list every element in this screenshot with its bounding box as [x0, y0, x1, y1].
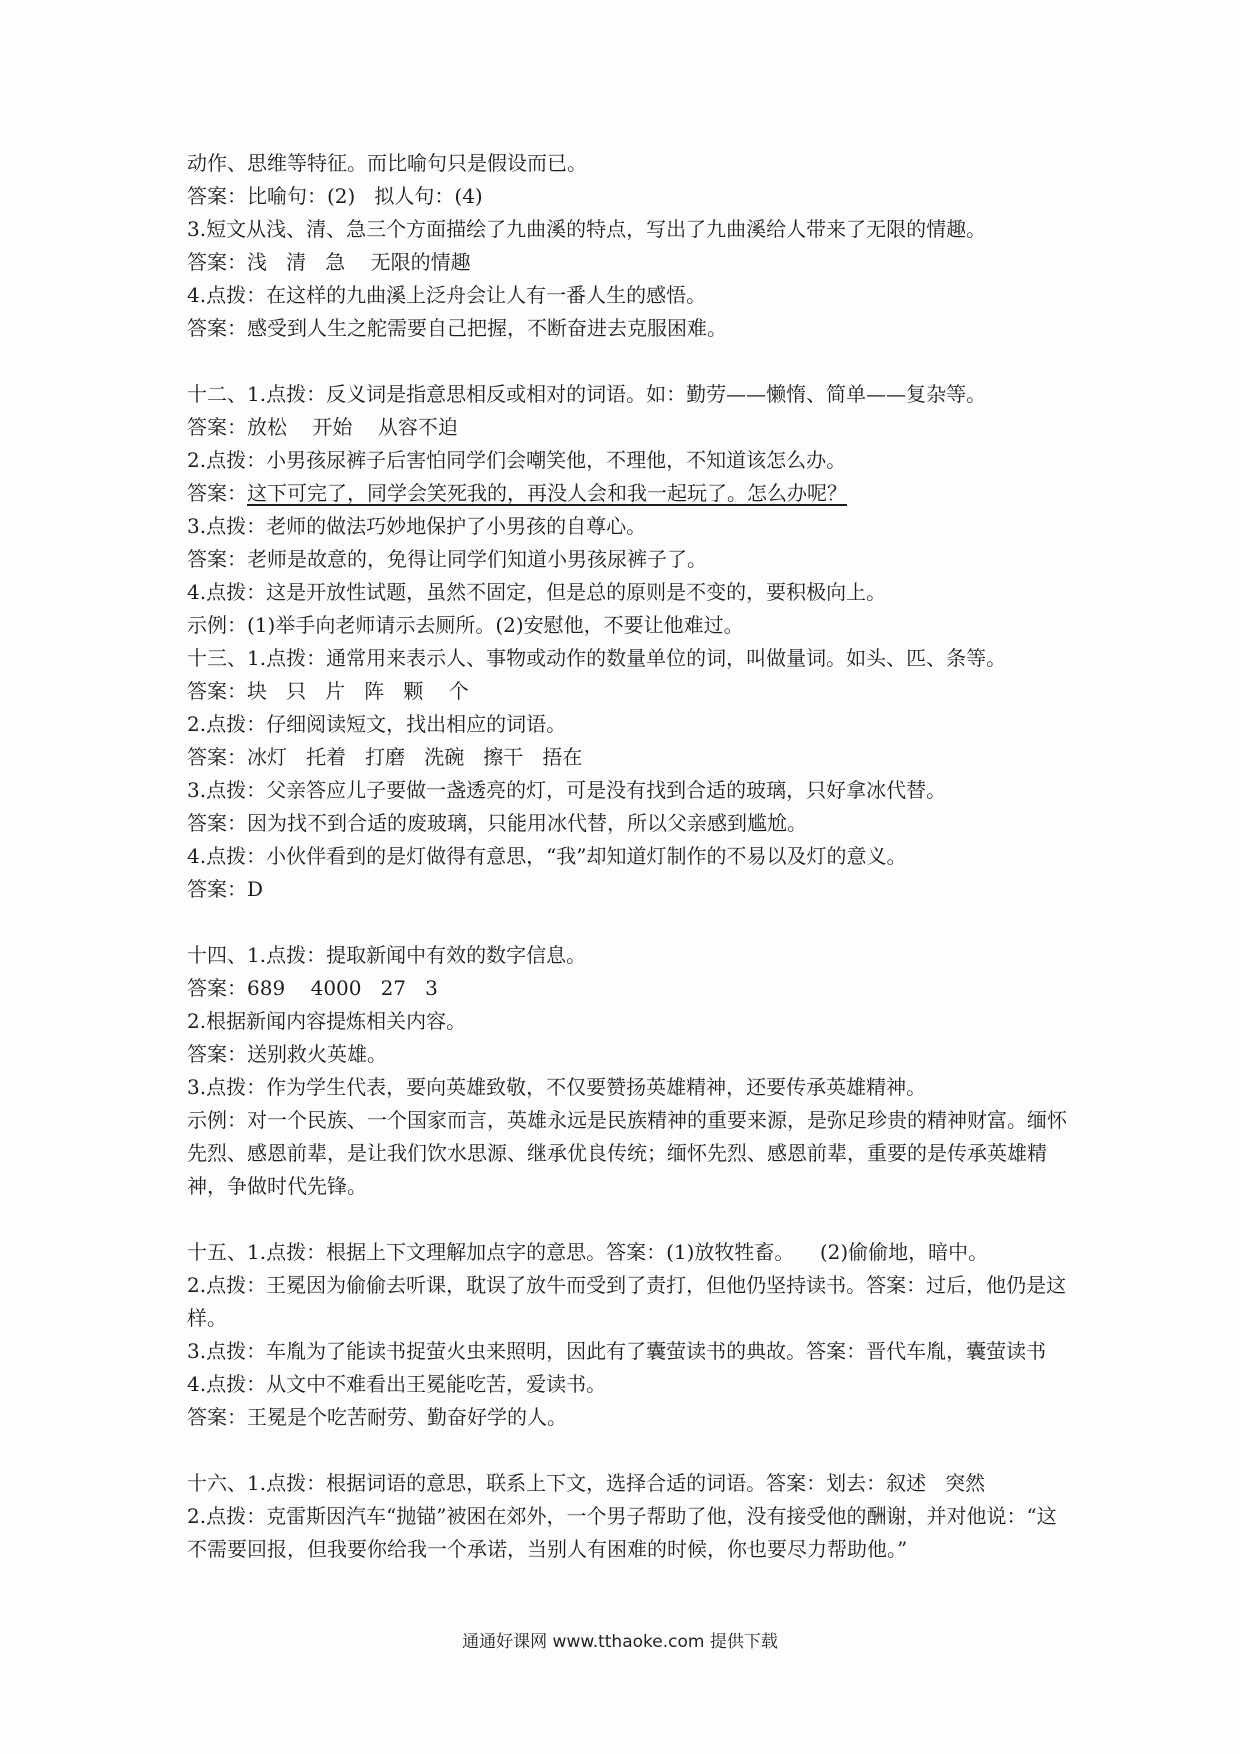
answer-line: 答案：王冕是个吃苦耐劳、勤奋好学的人。	[187, 1405, 567, 1429]
footer-watermark: 通通好课网 www.tthaoke.com 提供下载	[462, 1632, 778, 1652]
answer-label: 答案：	[187, 481, 247, 505]
hint-line: 3.点拨：老师的做法巧妙地保护了小男孩的自尊心。	[187, 514, 647, 538]
answer-text-body	[187, 147, 1067, 1566]
hint-line: 2.点拨：小男孩尿裤子后害怕同学们会嘲笑他，不理他，不知道该怎么办。	[187, 448, 847, 472]
section-15-heading: 十五、1.点拨：根据上下文理解加点字的意思。答案：(1)放牧牲畜。 (2)偷偷地，暗中。	[187, 1240, 989, 1264]
section-14-heading: 十四、1.点拨：提取新闻中有效的数字信息。	[187, 943, 587, 967]
hint-line: 4.点拨：在这样的九曲溪上泛舟会让人有一番人生的感悟。	[187, 283, 707, 307]
answer-line-underlined	[187, 477, 1067, 510]
answer-line: 答案：D	[187, 877, 264, 901]
answer-line: 答案：放松 开始 从容不迫	[187, 415, 458, 439]
example-paragraph: 示例：对一个民族、一个国家而言，英雄永远是民族精神的重要来源，是弥足珍贵的精神财富。缅怀先烈、感恩前辈，是让我们饮水思源、继承优良传统；缅怀先烈、感恩前辈，重要的是传承英雄精神，争做时代先锋。	[187, 1108, 1067, 1198]
hint-line: 2.点拨：仔细阅读短文，找出相应的词语。	[187, 712, 567, 736]
answer-line: 答案：送别救火英雄。	[187, 1042, 387, 1066]
answer-line: 答案：块 只 片 阵 颗 个	[187, 679, 469, 703]
text-line: 动作、思维等特征。而比喻句只是假设而已。	[187, 151, 587, 175]
hint-answer-paragraph: 2.点拨：王冕因为偷偷去听课，耽误了放牛而受到了责打，但他仍坚持读书。答案：过后，他仍是这样。	[187, 1273, 1067, 1330]
hint-line: 3.短文从浅、清、急三个方面描绘了九曲溪的特点，写出了九曲溪给人带来了无限的情趣。	[187, 217, 987, 241]
answer-line: 答案：689 4000 27 3	[187, 976, 438, 1000]
hint-line: 2.根据新闻内容提炼相关内容。	[187, 1009, 467, 1033]
section-spacer	[187, 1434, 1067, 1467]
answer-line: 答案：老师是故意的，免得让同学们知道小男孩尿裤子了。	[187, 547, 707, 571]
section-13-heading: 十三、1.点拨：通常用来表示人、事物或动作的数量单位的词，叫做量词。如头、匹、条等。	[187, 646, 1007, 670]
hint-answer-paragraph: 3.点拨：车胤为了能读书捉萤火虫来照明，因此有了囊萤读书的典故。答案：晋代车胤，囊萤读书	[187, 1339, 1047, 1363]
hint-line: 3.点拨：父亲答应儿子要做一盏透亮的灯，可是没有找到合适的玻璃，只好拿冰代替。	[187, 778, 947, 802]
underlined-answer: 这下可完了，同学会笑死我的，再没人会和我一起玩了。怎么办呢？	[247, 481, 847, 505]
hint-paragraph: 2.点拨：克雷斯因汽车“抛锚”被困在郊外，一个男子帮助了他，没有接受他的酬谢，并对他说：“这不需要回报，但我要你给我一个承诺，当别人有困难的时候，你也要尽力帮助他。”	[187, 1504, 1057, 1561]
answer-line: 答案：浅 清 急 无限的情趣	[187, 250, 471, 274]
section-16-heading: 十六、1.点拨：根据词语的意思，联系上下文，选择合适的词语。答案：划去：叙述 突然	[187, 1471, 986, 1495]
section-spacer	[187, 906, 1067, 939]
answer-line: 答案：感受到人生之舵需要自己把握，不断奋进去克服困难。	[187, 316, 727, 340]
hint-line: 4.点拨：从文中不难看出王冕能吃苦，爱读书。	[187, 1372, 607, 1396]
answer-line: 答案：冰灯 托着 打磨 洗碗 擦干 捂在	[187, 745, 583, 769]
hint-line: 3.点拨：作为学生代表，要向英雄致敬，不仅要赞扬英雄精神，还要传承英雄精神。	[187, 1075, 927, 1099]
section-spacer	[187, 1203, 1067, 1236]
hint-line: 4.点拨：这是开放性试题，虽然不固定，但是总的原则是不变的，要积极向上。	[187, 580, 887, 604]
answer-line: 答案：因为找不到合适的废玻璃，只能用冰代替，所以父亲感到尴尬。	[187, 811, 807, 835]
answer-line: 答案：比喻句：(2) 拟人句：(4)	[187, 184, 483, 208]
section-12-heading: 十二、1.点拨：反义词是指意思相反或相对的词语。如：勤劳——懒惰、简单——复杂等。	[187, 382, 987, 406]
example-line: 示例：(1)举手向老师请示去厕所。(2)安慰他，不要让他难过。	[187, 613, 744, 637]
hint-line: 4.点拨：小伙伴看到的是灯做得有意思，“我”却知道灯制作的不易以及灯的意义。	[187, 844, 907, 868]
section-spacer	[187, 345, 1067, 378]
